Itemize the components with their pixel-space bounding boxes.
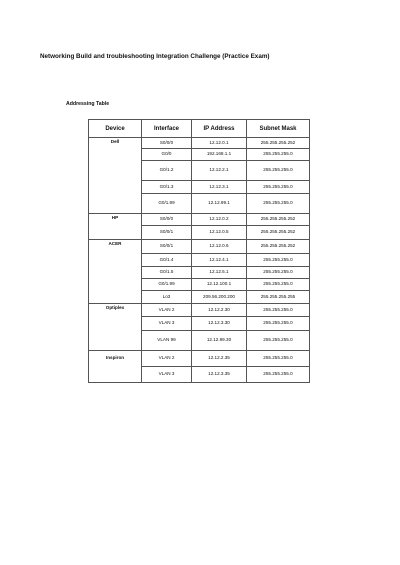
subnet-mask-cell: 255.255.255.255 [247, 291, 310, 304]
ip-address-cell: 12.12.0.1 [192, 138, 247, 149]
addressing-table [88, 119, 310, 383]
subnet-mask-cell: 255.255.255.0 [247, 254, 310, 267]
ip-address-cell: 12.12.5.1 [192, 267, 247, 279]
subnet-mask-cell: 255.255.255.252 [247, 214, 310, 226]
header-interface: Interface [142, 120, 192, 138]
header-device: Device [89, 120, 142, 138]
table-row [89, 138, 310, 149]
table-row [89, 149, 310, 161]
table-row [89, 291, 310, 304]
device-cell [89, 317, 142, 331]
interface-cell: G0/1.99 [142, 194, 192, 214]
ip-address-cell: 12.12.99.1 [192, 194, 247, 214]
subnet-mask-cell: 255.255.255.0 [247, 267, 310, 279]
subnet-mask-cell: 255.255.255.0 [247, 367, 310, 383]
interface-cell: G0/1.5 [142, 267, 192, 279]
device-cell: Dell [89, 138, 142, 149]
document-title: Networking Build and troubleshooting Integration Challenge (Practice Exam) [40, 53, 270, 60]
device-cell [89, 279, 142, 291]
subnet-mask-cell: 255.255.255.0 [247, 317, 310, 331]
interface-cell: VLAN 2 [142, 351, 192, 367]
ip-address-cell: 12.12.0.2 [192, 214, 247, 226]
ip-address-cell: 12.12.2.30 [192, 304, 247, 317]
device-cell: Inspiron [89, 351, 142, 367]
interface-cell: G0/0 [142, 149, 192, 161]
subnet-mask-cell: 255.255.255.0 [247, 149, 310, 161]
header-ip-address: IP Address [192, 120, 247, 138]
subnet-mask-cell: 255.255.255.0 [247, 194, 310, 214]
subnet-mask-cell: 255.255.255.0 [247, 161, 310, 181]
device-cell: ACER [89, 240, 142, 254]
table-row [89, 367, 310, 383]
subnet-mask-cell: 255.255.255.0 [247, 279, 310, 291]
ip-address-cell: 12.12.3.30 [192, 317, 247, 331]
table-row [89, 194, 310, 214]
table-body [89, 138, 310, 383]
interface-cell: VLAN 99 [142, 331, 192, 351]
device-cell [89, 254, 142, 267]
device-cell [89, 194, 142, 214]
subnet-mask-cell: 255.255.255.252 [247, 138, 310, 149]
device-cell [89, 226, 142, 240]
device-cell [89, 291, 142, 304]
table-row [89, 267, 310, 279]
ip-address-cell: 12.12.3.35 [192, 367, 247, 383]
ip-address-cell: 209.56.200.200 [192, 291, 247, 304]
ip-address-cell: 12.12.0.6 [192, 240, 247, 254]
ip-address-cell: 12.12.4.1 [192, 254, 247, 267]
ip-address-cell: 12.12.3.1 [192, 181, 247, 194]
interface-cell: S0/0/1 [142, 240, 192, 254]
ip-address-cell: 12.12.2.1 [192, 161, 247, 181]
interface-cell: S0/0/1 [142, 226, 192, 240]
interface-cell: S0/0/0 [142, 214, 192, 226]
device-cell [89, 181, 142, 194]
ip-address-cell: 12.12.100.1 [192, 279, 247, 291]
device-cell [89, 367, 142, 383]
device-cell [89, 267, 142, 279]
interface-cell: VLAN 3 [142, 317, 192, 331]
ip-address-cell: 12.12.2.35 [192, 351, 247, 367]
device-cell: Optiplex [89, 304, 142, 317]
table-header-row [89, 120, 310, 138]
device-cell [89, 149, 142, 161]
interface-cell: VLAN 2 [142, 304, 192, 317]
table-row [89, 304, 310, 317]
interface-cell: G0/1.2 [142, 161, 192, 181]
table-row [89, 351, 310, 367]
interface-cell: S0/0/0 [142, 138, 192, 149]
interface-cell: VLAN 3 [142, 367, 192, 383]
subnet-mask-cell: 255.255.255.252 [247, 240, 310, 254]
subnet-mask-cell: 255.255.255.252 [247, 226, 310, 240]
table-row [89, 226, 310, 240]
device-cell: HP [89, 214, 142, 226]
interface-cell: Lo3 [142, 291, 192, 304]
table-row [89, 279, 310, 291]
table-row [89, 317, 310, 331]
device-cell [89, 331, 142, 351]
ip-address-cell: 12.12.0.5 [192, 226, 247, 240]
ip-address-cell: 192.168.1.1 [192, 149, 247, 161]
section-title: Addressing Table [66, 101, 110, 107]
table-row [89, 161, 310, 181]
interface-cell: G0/1.99 [142, 279, 192, 291]
subnet-mask-cell: 255.255.255.0 [247, 181, 310, 194]
table-row [89, 254, 310, 267]
table-row [89, 181, 310, 194]
subnet-mask-cell: 255.255.255.0 [247, 331, 310, 351]
table-row [89, 331, 310, 351]
device-cell [89, 161, 142, 181]
subnet-mask-cell: 255.255.255.0 [247, 351, 310, 367]
interface-cell: G0/1.4 [142, 254, 192, 267]
ip-address-cell: 12.12.99.30 [192, 331, 247, 351]
table-row [89, 240, 310, 254]
header-subnet-mask: Subnet Mask [247, 120, 310, 138]
table-row [89, 214, 310, 226]
subnet-mask-cell: 255.255.255.0 [247, 304, 310, 317]
interface-cell: G0/1.3 [142, 181, 192, 194]
